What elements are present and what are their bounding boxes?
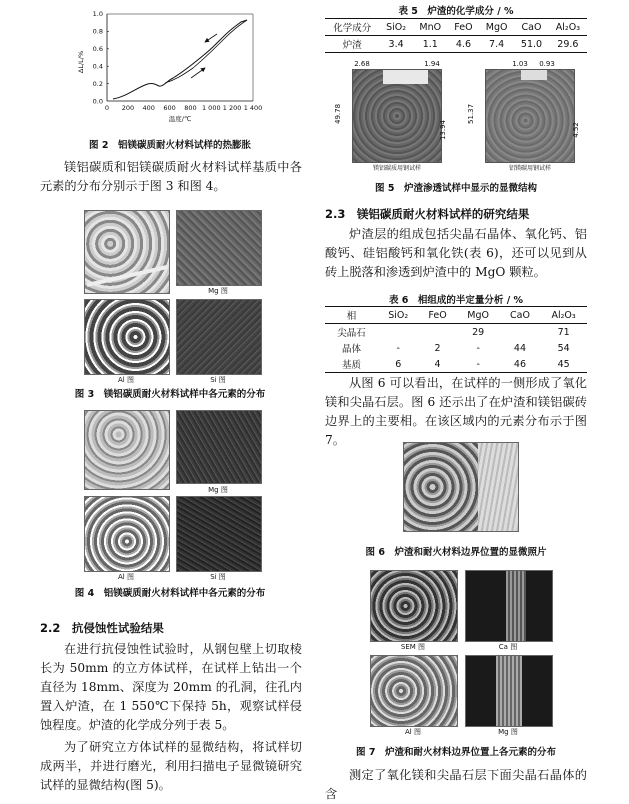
fig4-mg-label: Mg 图 xyxy=(208,486,228,494)
fig2-caption: 图 2 铝镁碳质耐火材料试样的热膨胀 xyxy=(89,140,251,151)
table-cell: 44 xyxy=(513,342,526,354)
fig7-ca-label: Ca 图 xyxy=(498,643,518,651)
table-header: CaO xyxy=(509,309,530,321)
fig5-right-image xyxy=(485,69,575,163)
table-cell: 1.1 xyxy=(422,38,438,50)
fig4-si-image xyxy=(176,496,262,572)
fig3-si-image xyxy=(176,299,262,375)
fig5-caption: 图 5 炉渣渗透试样中显示的显微结构 xyxy=(375,183,537,194)
table-cell: 炉渣 xyxy=(342,40,362,51)
table-cell: - xyxy=(476,358,480,370)
fig4-al-label: Al 图 xyxy=(118,573,134,581)
table-header: 相 xyxy=(346,311,357,322)
fig7-sem-label: SEM 图 xyxy=(400,643,426,651)
heating-arrow xyxy=(191,68,205,78)
table-cell: 54 xyxy=(557,342,570,354)
x-tick: 1 400 xyxy=(243,104,263,112)
y-tick: 1.0 xyxy=(92,10,103,18)
table-cell: 7.4 xyxy=(489,38,505,50)
fig5-left-dim-top2: 1.94 xyxy=(424,60,440,68)
fig5-right-dim-top1: 1.03 xyxy=(512,60,528,68)
table-row xyxy=(325,340,587,356)
fig7-al-image xyxy=(370,655,458,727)
table-cell: 4 xyxy=(434,358,441,370)
fig6-caption: 图 6 炉渣和耐火材料边界位置的显微照片 xyxy=(365,547,547,558)
table-cell: 46 xyxy=(513,358,526,370)
table5-caption: 表 5 炉渣的化学成分 / % xyxy=(398,6,514,17)
section-2-3-heading: 2.3 镁铝碳质耐火材料试样的研究结果 xyxy=(325,207,530,221)
table-cell: 45 xyxy=(557,358,570,370)
x-tick: 600 xyxy=(163,104,176,112)
table-cell: 51.0 xyxy=(520,38,543,50)
x-tick: 0 xyxy=(104,104,110,112)
fig4-al-image xyxy=(84,496,170,572)
table-header: SiO₂ xyxy=(388,309,409,321)
table-cell: 71 xyxy=(557,326,570,338)
table6-caption: 表 6 相组成的半定量分析 / % xyxy=(388,295,524,306)
table-row xyxy=(325,324,587,341)
fig7-sem-image xyxy=(370,570,458,642)
fig2-thermal-expansion-chart xyxy=(65,4,275,128)
table-cell: - xyxy=(396,342,400,354)
table-cell: 29.6 xyxy=(557,38,579,50)
table-header: 化学成分 xyxy=(333,23,372,34)
table-row xyxy=(325,356,587,373)
x-ticks xyxy=(105,104,262,112)
fig5-left-dim-right: 13.94 xyxy=(439,119,447,141)
fig3-sem-image xyxy=(84,210,170,294)
fig3-al-image xyxy=(84,299,170,375)
para-fig3-fig4-intro: 镁铝碳质和铝镁碳质耐火材料试样基质中各元素的分布分别示于图 3 和图 4。 xyxy=(40,160,302,193)
fig5-left-specimen xyxy=(334,60,447,172)
table-header: SiO₂ xyxy=(386,21,407,33)
para-microstructure-method: 为了研究立方体试样的显微结构，将试样切成两半，并进行磨光，利用扫描电子显微镜研究试样的显微结构(图 5)。 xyxy=(40,740,302,792)
fig5-right-label: 铝镁碳用钢试样 xyxy=(508,165,551,172)
fig5-right-dim-height: 51.37 xyxy=(467,103,475,124)
fig3-al-label: Al 图 xyxy=(118,376,134,384)
cooling-curve xyxy=(165,20,247,83)
fig5-left-image xyxy=(352,69,442,163)
table-header: MgO xyxy=(467,309,490,321)
table-cell xyxy=(378,324,419,341)
heating-curve xyxy=(113,20,247,99)
fig4-sem-image xyxy=(84,410,170,490)
fig5-right-dim-right: 4.52 xyxy=(572,122,580,138)
fig4-caption: 图 4 铝镁碳质耐火材料试样中各元素的分布 xyxy=(74,588,266,599)
fig4-mg-image xyxy=(176,410,262,484)
para-corrosion-test: 在进行抗侵蚀性试验时，从钢包壁上切取棱长为 50mm 的立方体试样，在试样上钻出一个直径为 18mm、深度为 20mm 的孔洞，往孔内置入炉渣，在 1 550℃下保持 5h，观察试样侵蚀程度。炉渣的化学成分列于表 5。 xyxy=(40,642,302,732)
fig3-si-label: Si 图 xyxy=(210,376,226,384)
table-cell xyxy=(500,324,541,341)
para-fig6-intro: 从图 6 可以看出，在试样的一侧形成了氧化镁和尖晶石层。图 6 还示出了在炉渣和镁铝碳砖边界上的主要相。在该区域内的元素分布示于图 7。 xyxy=(325,376,587,447)
x-tick: 1 200 xyxy=(222,104,242,112)
section-2-2-heading: 2.2 抗侵蚀性试验结果 xyxy=(40,621,164,635)
fig7-mg-image xyxy=(465,655,553,727)
fig5-left-dim-height: 49.78 xyxy=(334,103,342,124)
fig5-right-specimen xyxy=(467,60,580,172)
table6-header-row xyxy=(325,307,587,324)
table-cell: 4.6 xyxy=(455,38,471,50)
y-tick: 0.0 xyxy=(92,97,103,106)
table-header: CaO xyxy=(521,21,542,33)
table-cell: 尖晶石 xyxy=(337,328,366,339)
fig4-si-label: Si 图 xyxy=(210,573,226,581)
x-axis-label: 温度/℃ xyxy=(168,115,192,123)
table-cell xyxy=(419,324,457,341)
fig6-boundary-micrograph xyxy=(403,442,519,532)
fig3-caption: 图 3 镁铝碳质耐火材料试样中各元素的分布 xyxy=(74,389,266,400)
table5-slag-composition xyxy=(325,18,587,53)
y-tick: 0.2 xyxy=(92,80,103,88)
y-axis-label: ΔL/L/% xyxy=(77,50,85,74)
table-header: MgO xyxy=(485,21,508,33)
y-tick: 0.8 xyxy=(92,27,103,36)
fig5-right-dim-top2: 0.93 xyxy=(539,60,555,68)
table-cell: 6 xyxy=(395,358,402,370)
table-cell: 基质 xyxy=(341,360,361,371)
table6-phase-composition xyxy=(325,306,587,373)
fig5-left-label: 镁铝碳质用钢试样 xyxy=(372,165,421,172)
para-spinel-measurement: 测定了氧化镁和尖晶石层下面尖晶石晶体的含 xyxy=(325,768,587,801)
x-tick: 800 xyxy=(184,104,197,112)
table-header: FeO xyxy=(454,21,473,33)
y-tick: 0.6 xyxy=(92,45,103,53)
fig5-left-dim-top1: 2.68 xyxy=(354,60,370,68)
fig7-ca-image xyxy=(465,570,553,642)
table5-header-row xyxy=(325,19,587,36)
x-tick: 1 000 xyxy=(201,104,221,112)
fig3-mg-image xyxy=(176,210,262,286)
table-row xyxy=(325,36,587,53)
y-ticks xyxy=(93,10,109,106)
cooling-arrow xyxy=(205,34,217,42)
table-header: Al₂O₃ xyxy=(555,21,580,33)
y-tick: 0.4 xyxy=(92,62,103,71)
table-cell: - xyxy=(476,342,480,354)
x-tick: 200 xyxy=(121,104,135,112)
table-cell: 晶体 xyxy=(341,344,361,355)
fig3-mg-label: Mg 图 xyxy=(208,287,228,295)
table-header: Al₂O₃ xyxy=(551,309,576,321)
fig7-mg-label: Mg 图 xyxy=(498,728,518,736)
table-cell: 3.4 xyxy=(388,38,404,50)
table-header: MnO xyxy=(419,21,442,33)
fig7-caption: 图 7 炉渣和耐火材料边界位置上各元素的分布 xyxy=(356,747,556,758)
table-cell: 29 xyxy=(472,326,485,338)
x-tick: 400 xyxy=(142,104,155,112)
table-cell: 2 xyxy=(434,342,441,354)
para-slag-layer: 炉渣层的组成包括尖晶石晶体、氧化钙、铝酸钙、硅铝酸钙和氧化铁(表 6)，还可以见到从砖上脱落和渗透到炉渣中的 MgO 颗粒。 xyxy=(325,227,587,279)
fig7-al-label: Al 图 xyxy=(405,728,421,736)
table-header: FeO xyxy=(428,309,447,321)
